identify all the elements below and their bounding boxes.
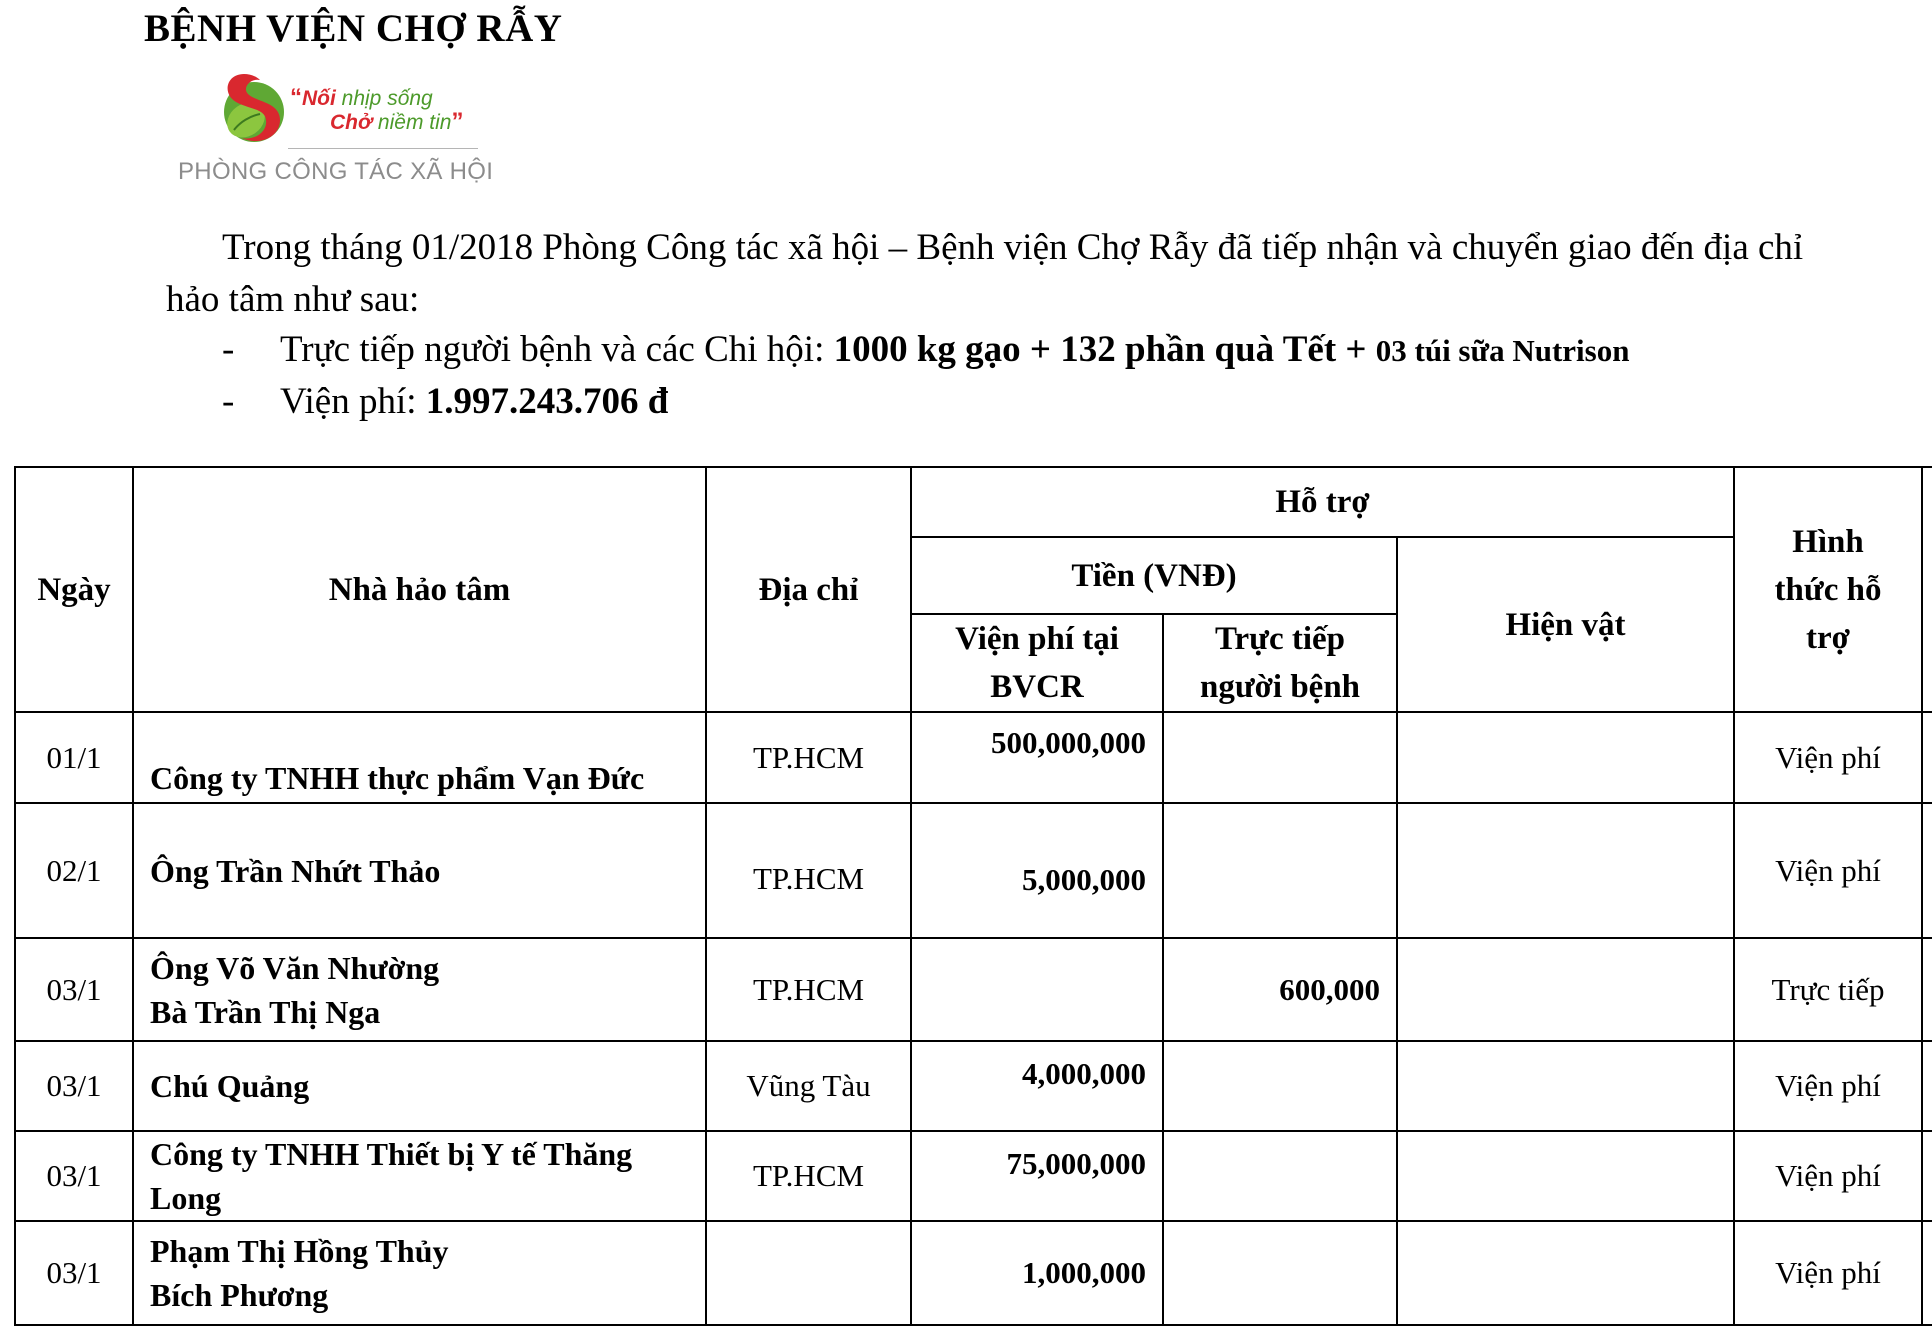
- summary-bullet-goods: [222, 328, 1629, 371]
- header-support: Hỗ trợ: [911, 467, 1734, 537]
- header-overflow-column: [1922, 467, 1932, 712]
- table-row: [15, 803, 1932, 938]
- bullet-dash: -: [222, 381, 235, 422]
- department-logo: [178, 64, 518, 194]
- header-address: Địa chỉ: [706, 467, 911, 712]
- heart-leaf-logo-icon: [216, 68, 292, 148]
- cell-support-form: Viện phí: [1734, 712, 1922, 803]
- cell-address: [706, 1221, 911, 1325]
- cell-address: Vũng Tàu: [706, 1041, 911, 1131]
- cell-donor: Công ty TNHH Thiết bị Y tế Thăng Long: [133, 1131, 706, 1221]
- header-hospital-fee: Viện phí tại BVCR: [911, 614, 1163, 712]
- cell-address: TP.HCM: [706, 712, 911, 803]
- cell-support-form: Trực tiếp: [1734, 938, 1922, 1041]
- cell-donor: Công ty TNHH thực phẩm Vạn Đức: [133, 712, 706, 803]
- cell-hospital-fee: 75,000,000: [911, 1131, 1163, 1221]
- table-row: [15, 1221, 1932, 1325]
- cell-direct: [1163, 1221, 1397, 1325]
- cell-date: 03/1: [15, 1131, 133, 1221]
- cell-overflow: [1922, 712, 1932, 803]
- cell-support-form: Viện phí: [1734, 1041, 1922, 1131]
- logo-slogan-line-1: “Nối nhịp sống: [290, 84, 433, 111]
- cell-direct: [1163, 1041, 1397, 1131]
- cell-overflow: [1922, 1131, 1932, 1221]
- cell-hospital-fee: 5,000,000: [911, 803, 1163, 938]
- intro-line-2: hảo tâm như sau:: [166, 279, 420, 320]
- cell-donor: Chú Quảng: [133, 1041, 706, 1131]
- cell-in-kind: [1397, 1041, 1734, 1131]
- bullet-label: Viện phí:: [280, 381, 426, 422]
- cell-date: 03/1: [15, 1041, 133, 1131]
- cell-overflow: [1922, 1041, 1932, 1131]
- intro-paragraph: [166, 222, 1803, 326]
- table-row: [15, 1131, 1932, 1221]
- summary-bullet-fees: [222, 380, 668, 423]
- table-row: [15, 938, 1932, 1041]
- cell-donor: Ông Trần Nhứt Thảo: [133, 803, 706, 938]
- header-cash: Tiền (VNĐ): [911, 537, 1397, 614]
- cell-overflow: [1922, 803, 1932, 938]
- cell-in-kind: [1397, 803, 1734, 938]
- cell-address: TP.HCM: [706, 803, 911, 938]
- table-row: [15, 712, 1932, 803]
- header-date: Ngày: [15, 467, 133, 712]
- cell-direct: 600,000: [1163, 938, 1397, 1041]
- cell-donor: Ông Võ Văn Nhường Bà Trần Thị Nga: [133, 938, 706, 1041]
- bullet-goods-value: 1000 kg gạo + 132 phần quà Tết +: [833, 329, 1376, 370]
- donor-table: [14, 466, 1932, 1326]
- cell-in-kind: [1397, 938, 1734, 1041]
- cell-direct: [1163, 803, 1397, 938]
- bullet-label: Trực tiếp người bệnh và các Chi hội:: [280, 329, 834, 370]
- cell-date: 02/1: [15, 803, 133, 938]
- cell-overflow: [1922, 938, 1932, 1041]
- cell-address: TP.HCM: [706, 1131, 911, 1221]
- hospital-title: BỆNH VIỆN CHỢ RẪY: [144, 7, 563, 50]
- cell-date: 03/1: [15, 1221, 133, 1325]
- cell-date: 03/1: [15, 938, 133, 1041]
- cell-in-kind: [1397, 1221, 1734, 1325]
- logo-divider: [288, 148, 478, 149]
- header-in-kind: Hiện vật: [1397, 537, 1734, 712]
- cell-hospital-fee: 1,000,000: [911, 1221, 1163, 1325]
- bullet-goods-extra: 03 túi sữa Nutrison: [1375, 333, 1630, 368]
- logo-slogan-line-2: Chở niềm tin”: [330, 108, 464, 135]
- cell-direct: [1163, 1131, 1397, 1221]
- cell-date: 01/1: [15, 712, 133, 803]
- cell-support-form: Viện phí: [1734, 1131, 1922, 1221]
- logo-department-name: PHÒNG CÔNG TÁC XÃ HỘI: [178, 158, 494, 185]
- header-direct-to-patient: Trực tiếp người bệnh: [1163, 614, 1397, 712]
- cell-in-kind: [1397, 712, 1734, 803]
- cell-direct: [1163, 712, 1397, 803]
- bullet-fees-value: 1.997.243.706 đ: [425, 381, 669, 422]
- cell-in-kind: [1397, 1131, 1734, 1221]
- intro-line-1: Trong tháng 01/2018 Phòng Công tác xã hội – Bệnh viện Chợ Rẫy đã tiếp nhận và chuyển giao đến địa chỉ: [222, 227, 1804, 268]
- cell-address: TP.HCM: [706, 938, 911, 1041]
- cell-hospital-fee: 4,000,000: [911, 1041, 1163, 1131]
- cell-hospital-fee: [911, 938, 1163, 1041]
- table-row: [15, 1041, 1932, 1131]
- header-support-form: Hình thức hỗ trợ: [1734, 467, 1922, 712]
- cell-donor: Phạm Thị Hồng Thủy Bích Phương: [133, 1221, 706, 1325]
- bullet-dash: -: [222, 329, 235, 370]
- cell-overflow: [1922, 1221, 1932, 1325]
- cell-support-form: Viện phí: [1734, 1221, 1922, 1325]
- cell-hospital-fee: 500,000,000: [911, 712, 1163, 803]
- header-donor: Nhà hảo tâm: [133, 467, 706, 712]
- cell-support-form: Viện phí: [1734, 803, 1922, 938]
